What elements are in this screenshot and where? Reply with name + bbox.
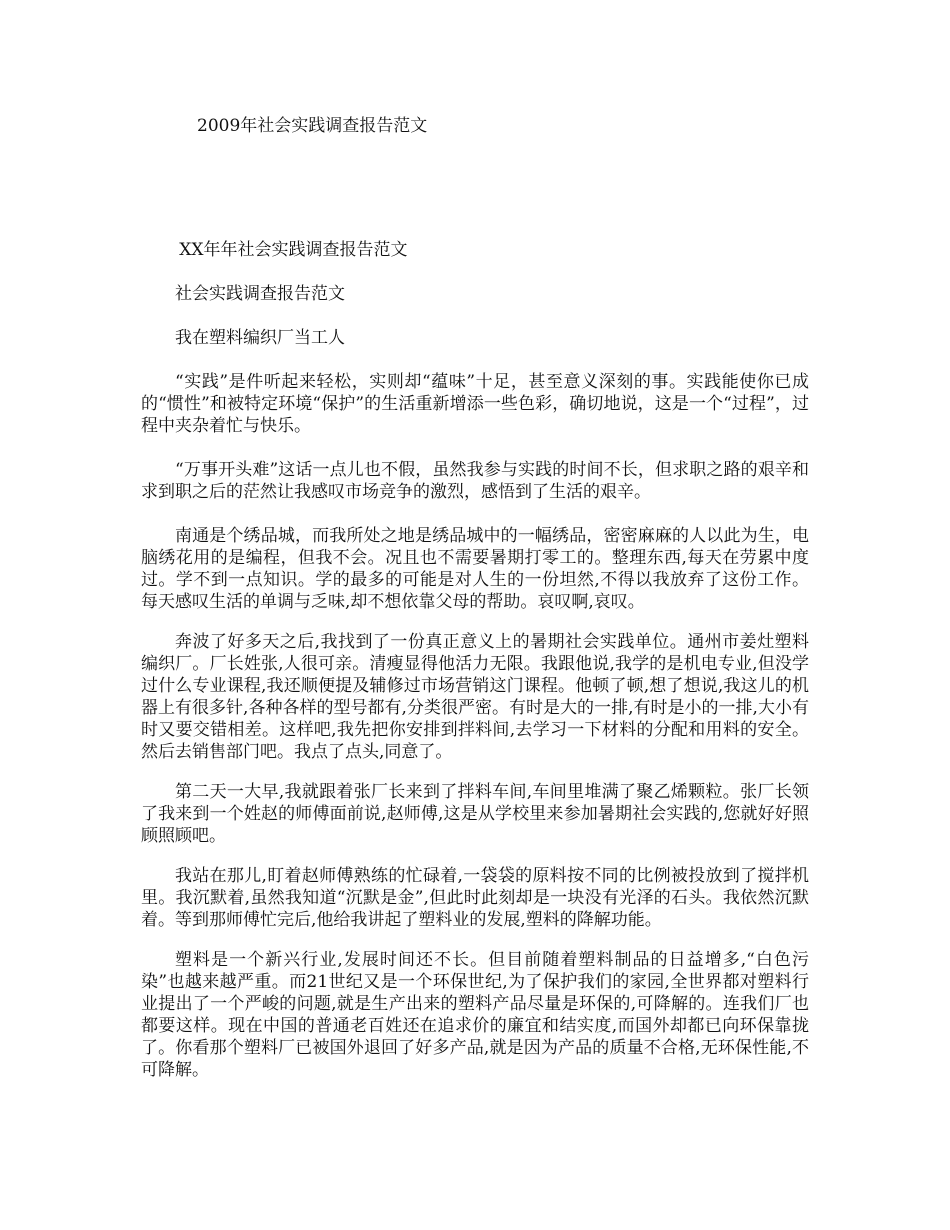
paragraph: “实践”是件听起来轻松，实则却“蕴味”十足，甚至意义深刻的事。实践能使你已成的“惯性”和被特定环境“保护”的生活重新增添一些色彩，确切地说，这是一个“过程”，过程中夹杂着忙与快乐。 [141,372,809,436]
report-heading: XX年年社会实践调查报告范文 [179,240,408,260]
paragraph: 南通是个绣品城，而我所处之地是绣品城中的一幅绣品，密密麻麻的人以此为生，电脑绣花用的是编程，但我不会。况且也不需要暑期打零工的。整理东西,每天在劳累中度过。学不到一点知识。学的最多的可能是对人生的一份坦然,不得以我放弃了这份工作。每天感叹生活的单调与乏味,却不想依靠父母的帮助。哀叹啊,哀叹。 [141,526,809,612]
document-title: 2009年社会实践调查报告范文 [197,116,428,136]
paragraph: “万事开头难”这话一点儿也不假，虽然我参与实践的时间不长，但求职之路的艰辛和求到职之后的茫然让我感叹市场竞争的激烈，感悟到了生活的艰辛。 [141,460,809,502]
document-body [141,239,809,1103]
paragraph: 第二天一大早,我就跟着张厂长来到了拌料车间,车间里堆满了聚乙烯颗粒。张厂长领了我来到一个姓赵的师傅面前说,赵师傅,这是从学校里来参加暑期社会实践的,您就好好照顾照顾吧。 [141,782,809,846]
paragraph: 我站在那儿,盯着赵师傅熟练的忙碌着,一袋袋的原料按不同的比例被投放到了搅拌机里。我沉默着,虽然我知道“沉默是金”,但此时此刻却是一块没有光泽的石头。我依然沉默着。等到那师傅忙完后,他给我讲起了塑料业的发展,塑料的降解功能。 [141,866,809,930]
article-title: 我在塑料编织厂当工人 [175,328,345,348]
report-subheading: 社会实践调查报告范文 [175,284,345,304]
paragraph: 塑料是一个新兴行业,发展时间还不长。但目前随着塑料制品的日益增多,“白色污染”也越来越严重。而21世纪又是一个环保世纪,为了保护我们的家园,全世界都对塑料行业提出了一个严峻的问题,就是生产出来的塑料产品尽量是环保的,可降解的。连我们厂也都要这样。现在中国的普通老百姓还在追求价的廉宜和结实度,而国外却都已向环保靠拢了。你看那个塑料厂已被国外退回了好多产品,就是因为产品的质量不合格,无环保性能,不可降解。 [141,950,809,1080]
paragraph: 奔波了好多天之后,我找到了一份真正意义上的暑期社会实践单位。通州市姜灶塑料编织厂。厂长姓张,人很可亲。清瘦显得他活力无限。我跟他说,我学的是机电专业,但没学过什么专业课程,我还顺便提及辅修过市场营销这门课程。他顿了顿,想了想说,我这儿的机器上有很多针,各种各样的型号都有,分类很严密。有时是大的一排,有时是小的一排,大小有时又要交错相差。这样吧,我先把你安排到拌料间,去学习一下材料的分配和用料的安全。然后去销售部门吧。我点了点头,同意了。 [141,632,809,762]
